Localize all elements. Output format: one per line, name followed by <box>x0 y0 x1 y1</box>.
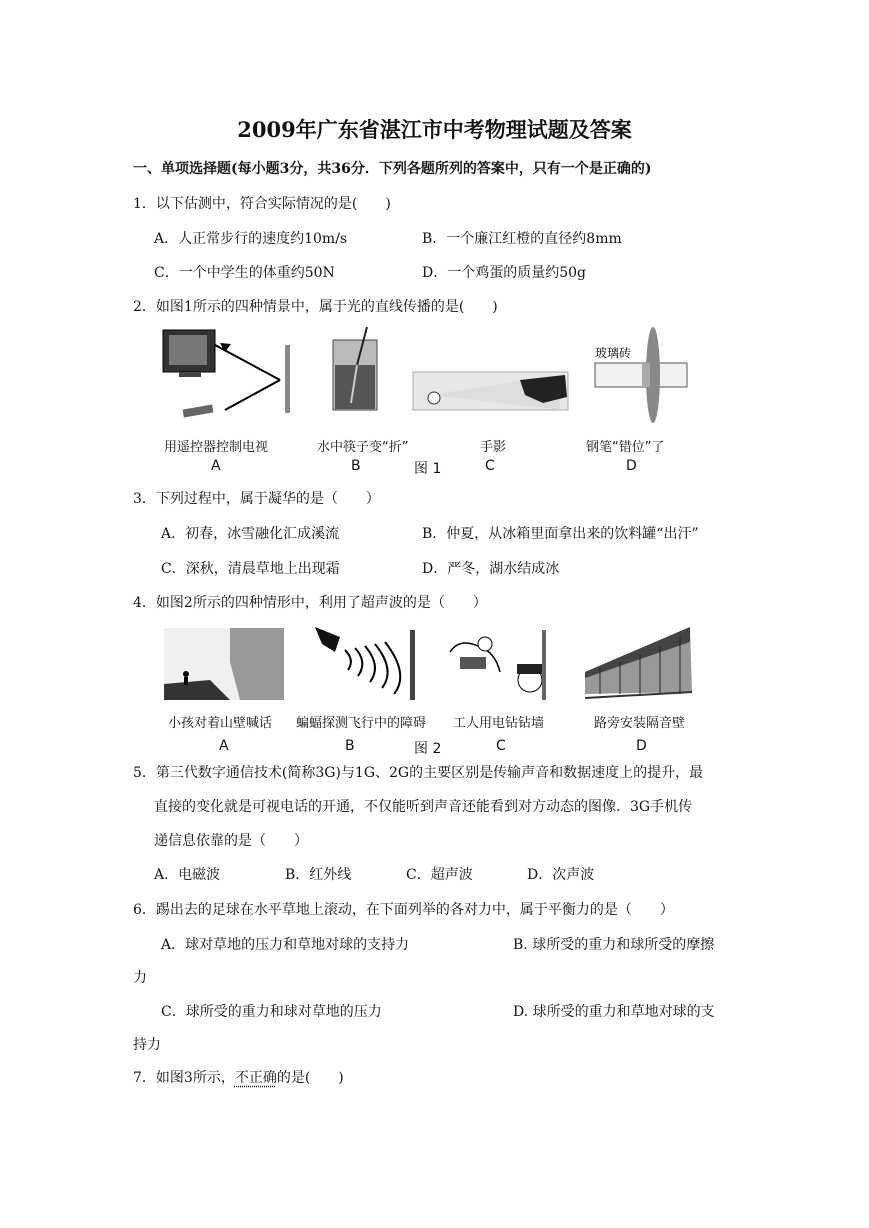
q6-option-d-continued: 持力 <box>133 1037 161 1053</box>
figure-2-label: 图 2 <box>414 741 442 757</box>
mountain-echo-illustration <box>164 628 284 700</box>
q3-option-b: B．仲夏，从冰箱里面拿出来的饮料罐“出汗” <box>422 526 699 542</box>
q2-stem: 2．如图1所示的四种情景中，属于光的直线传播的是( ) <box>133 299 498 315</box>
q3-stem: 3．下列过程中，属于凝华的是（ ） <box>133 491 380 507</box>
sound-barrier-illustration <box>585 627 692 698</box>
section-heading: 一、单项选择题(每小题3分，共36分．下列各题所列的答案中，只有一个是正确的) <box>133 161 652 177</box>
q3-option-a: A．初春，冰雪融化汇成溪流 <box>161 526 340 542</box>
fig1-caption-b: 水中筷子变“折” <box>317 440 409 455</box>
figure-2-illustrations <box>160 622 700 704</box>
tv-remote-illustration <box>163 330 290 418</box>
fig1-caption-d: 钢笔“错位”了 <box>586 440 665 455</box>
q4-stem: 4．如图2所示的四种情形中，利用了超声波的是（ ） <box>133 595 487 611</box>
q5-option-d: D．次声波 <box>527 867 595 883</box>
q1-option-d: D．一个鸡蛋的质量约50g <box>422 265 587 281</box>
fig2-caption-a: 小孩对着山壁喊话 <box>168 716 273 731</box>
q5-line-3: 递信息依靠的是（ ） <box>154 833 308 849</box>
bat-echolocation-illustration <box>315 627 415 700</box>
fig2-letter-b: B <box>345 738 355 754</box>
chopstick-in-water-illustration <box>333 327 377 410</box>
worker-drilling-illustration <box>450 630 546 700</box>
q7-stem-prefix: 7．如图3所示， <box>133 1070 235 1086</box>
q5-line-1: 5．第三代数字通信技术(简称3G)与1G、2G的主要区别是传输声音和数据速度上的提升，最 <box>133 765 704 781</box>
q6-stem: 6．踢出去的足球在水平草地上滚动，在下面列举的各对力中，属于平衡力的是（ ） <box>133 902 674 918</box>
fig1-letter-c: C <box>485 458 495 474</box>
q5-option-c: C．超声波 <box>406 867 473 883</box>
fig1-letter-a: A <box>211 458 221 474</box>
fig2-letter-c: C <box>496 738 506 754</box>
fig1-letter-b: B <box>351 458 361 474</box>
fig1-caption-c: 手影 <box>480 440 507 455</box>
q6-option-b: B. 球所受的重力和球所受的摩擦 <box>513 937 715 953</box>
hand-shadow-illustration <box>413 372 568 410</box>
fig2-caption-d: 路旁安装隔音壁 <box>594 716 686 731</box>
figure-1-label: 图 1 <box>414 461 442 477</box>
q1-option-a: A．人正常步行的速度约10m/s <box>154 231 348 247</box>
q1-stem: 1．以下估测中，符合实际情况的是( ) <box>133 196 391 212</box>
q1-option-c: C．一个中学生的体重约50N <box>154 265 335 281</box>
q5-line-2: 直接的变化就是可视电话的开通，不仅能听到声音还能看到对方动态的图像．3G手机传 <box>154 799 693 815</box>
page-title: 2009年广东省湛江市中考物理试题及答案 <box>237 117 632 142</box>
q7-stem-suffix: 的是( ) <box>276 1070 344 1086</box>
q3-option-c: C．深秋，清晨草地上出现霜 <box>161 561 340 577</box>
fig2-letter-d: D <box>636 738 647 754</box>
fig1-caption-a: 用遥控器控制电视 <box>164 440 269 455</box>
q6-option-d: D. 球所受的重力和草地对球的支 <box>513 1004 715 1020</box>
q6-option-b-continued: 力 <box>133 970 147 986</box>
q1-option-b: B．一个廉江红橙的直径约8mm <box>422 231 622 247</box>
figure-1-illustrations <box>155 325 695 430</box>
q3-option-d: D．严冬，湖水结成冰 <box>422 561 560 577</box>
glass-brick-illustration <box>595 327 687 423</box>
q6-option-c: C．球所受的重力和球对草地的压力 <box>161 1004 382 1020</box>
q7-emphasis: 不正确 <box>234 1070 277 1086</box>
fig1-letter-d: D <box>626 458 637 474</box>
q6-option-a: A．球对草地的压力和草地对球的支持力 <box>161 937 410 953</box>
q5-option-a: A．电磁波 <box>154 867 221 883</box>
q7-stem <box>133 1067 344 1087</box>
fig2-caption-c: 工人用电钻钻墙 <box>453 716 545 731</box>
q5-option-b: B．红外线 <box>285 867 352 883</box>
fig2-letter-a: A <box>219 738 229 754</box>
glass-brick-label: 玻璃砖 <box>595 346 632 360</box>
fig2-caption-b: 蝙蝠探测飞行中的障碍 <box>296 716 427 731</box>
